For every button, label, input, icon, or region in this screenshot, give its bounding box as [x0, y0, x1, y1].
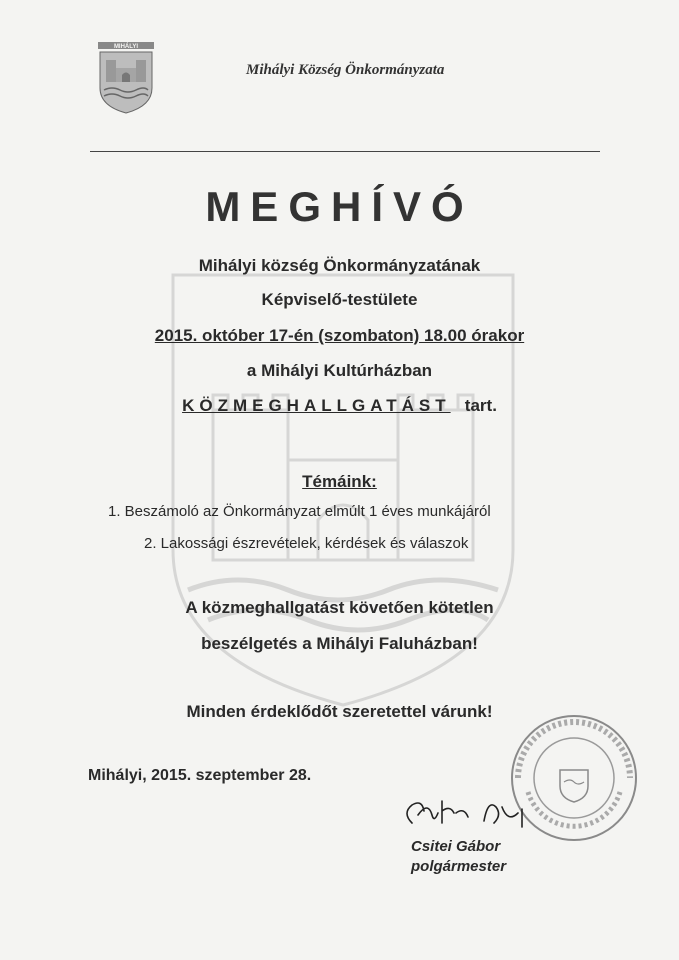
- intro-line-1: Mihályi község Önkormányzatának: [198, 256, 481, 275]
- logo-text: MIHÁLYI: [113, 44, 139, 50]
- welcome-line: Minden érdeklődőt szeretettel várunk!: [186, 702, 493, 721]
- event-type-line: [0, 396, 679, 416]
- event-type-rest: tart.: [464, 396, 497, 415]
- event-type-spaced: KÖZMEGHALLGATÁST: [182, 396, 451, 415]
- topic-item-2: 2. Lakossági észrevételek, kérdések és válaszok: [144, 535, 469, 552]
- closing-line-1: A közmeghallgatást követően kötetlen: [185, 598, 494, 617]
- document-date: Mihályi, 2015. szeptember 28.: [88, 767, 312, 784]
- signer-name: Csitei Gábor: [411, 838, 501, 855]
- signer-title: polgármester: [411, 858, 507, 875]
- topic-item-1: 1. Beszámoló az Önkormányzat elmúlt 1 éves munkájáról: [108, 503, 491, 520]
- intro-line-2: Képviselő-testülete: [261, 290, 418, 309]
- handwritten-signature: [398, 793, 548, 843]
- coat-of-arms-icon: [98, 42, 154, 114]
- document-title: MEGHÍVÓ: [205, 183, 474, 230]
- closing-line-2: beszélgetés a Mihályi Faluházban!: [201, 634, 478, 653]
- venue-line: a Mihályi Kultúrházban: [246, 361, 433, 380]
- header-divider: [90, 151, 600, 152]
- header-title: Mihályi Község Önkormányzata: [246, 62, 445, 78]
- event-date-line: 2015. október 17-én (szombaton) 18.00 órakor: [154, 326, 525, 345]
- topics-heading: Témáink:: [302, 472, 377, 491]
